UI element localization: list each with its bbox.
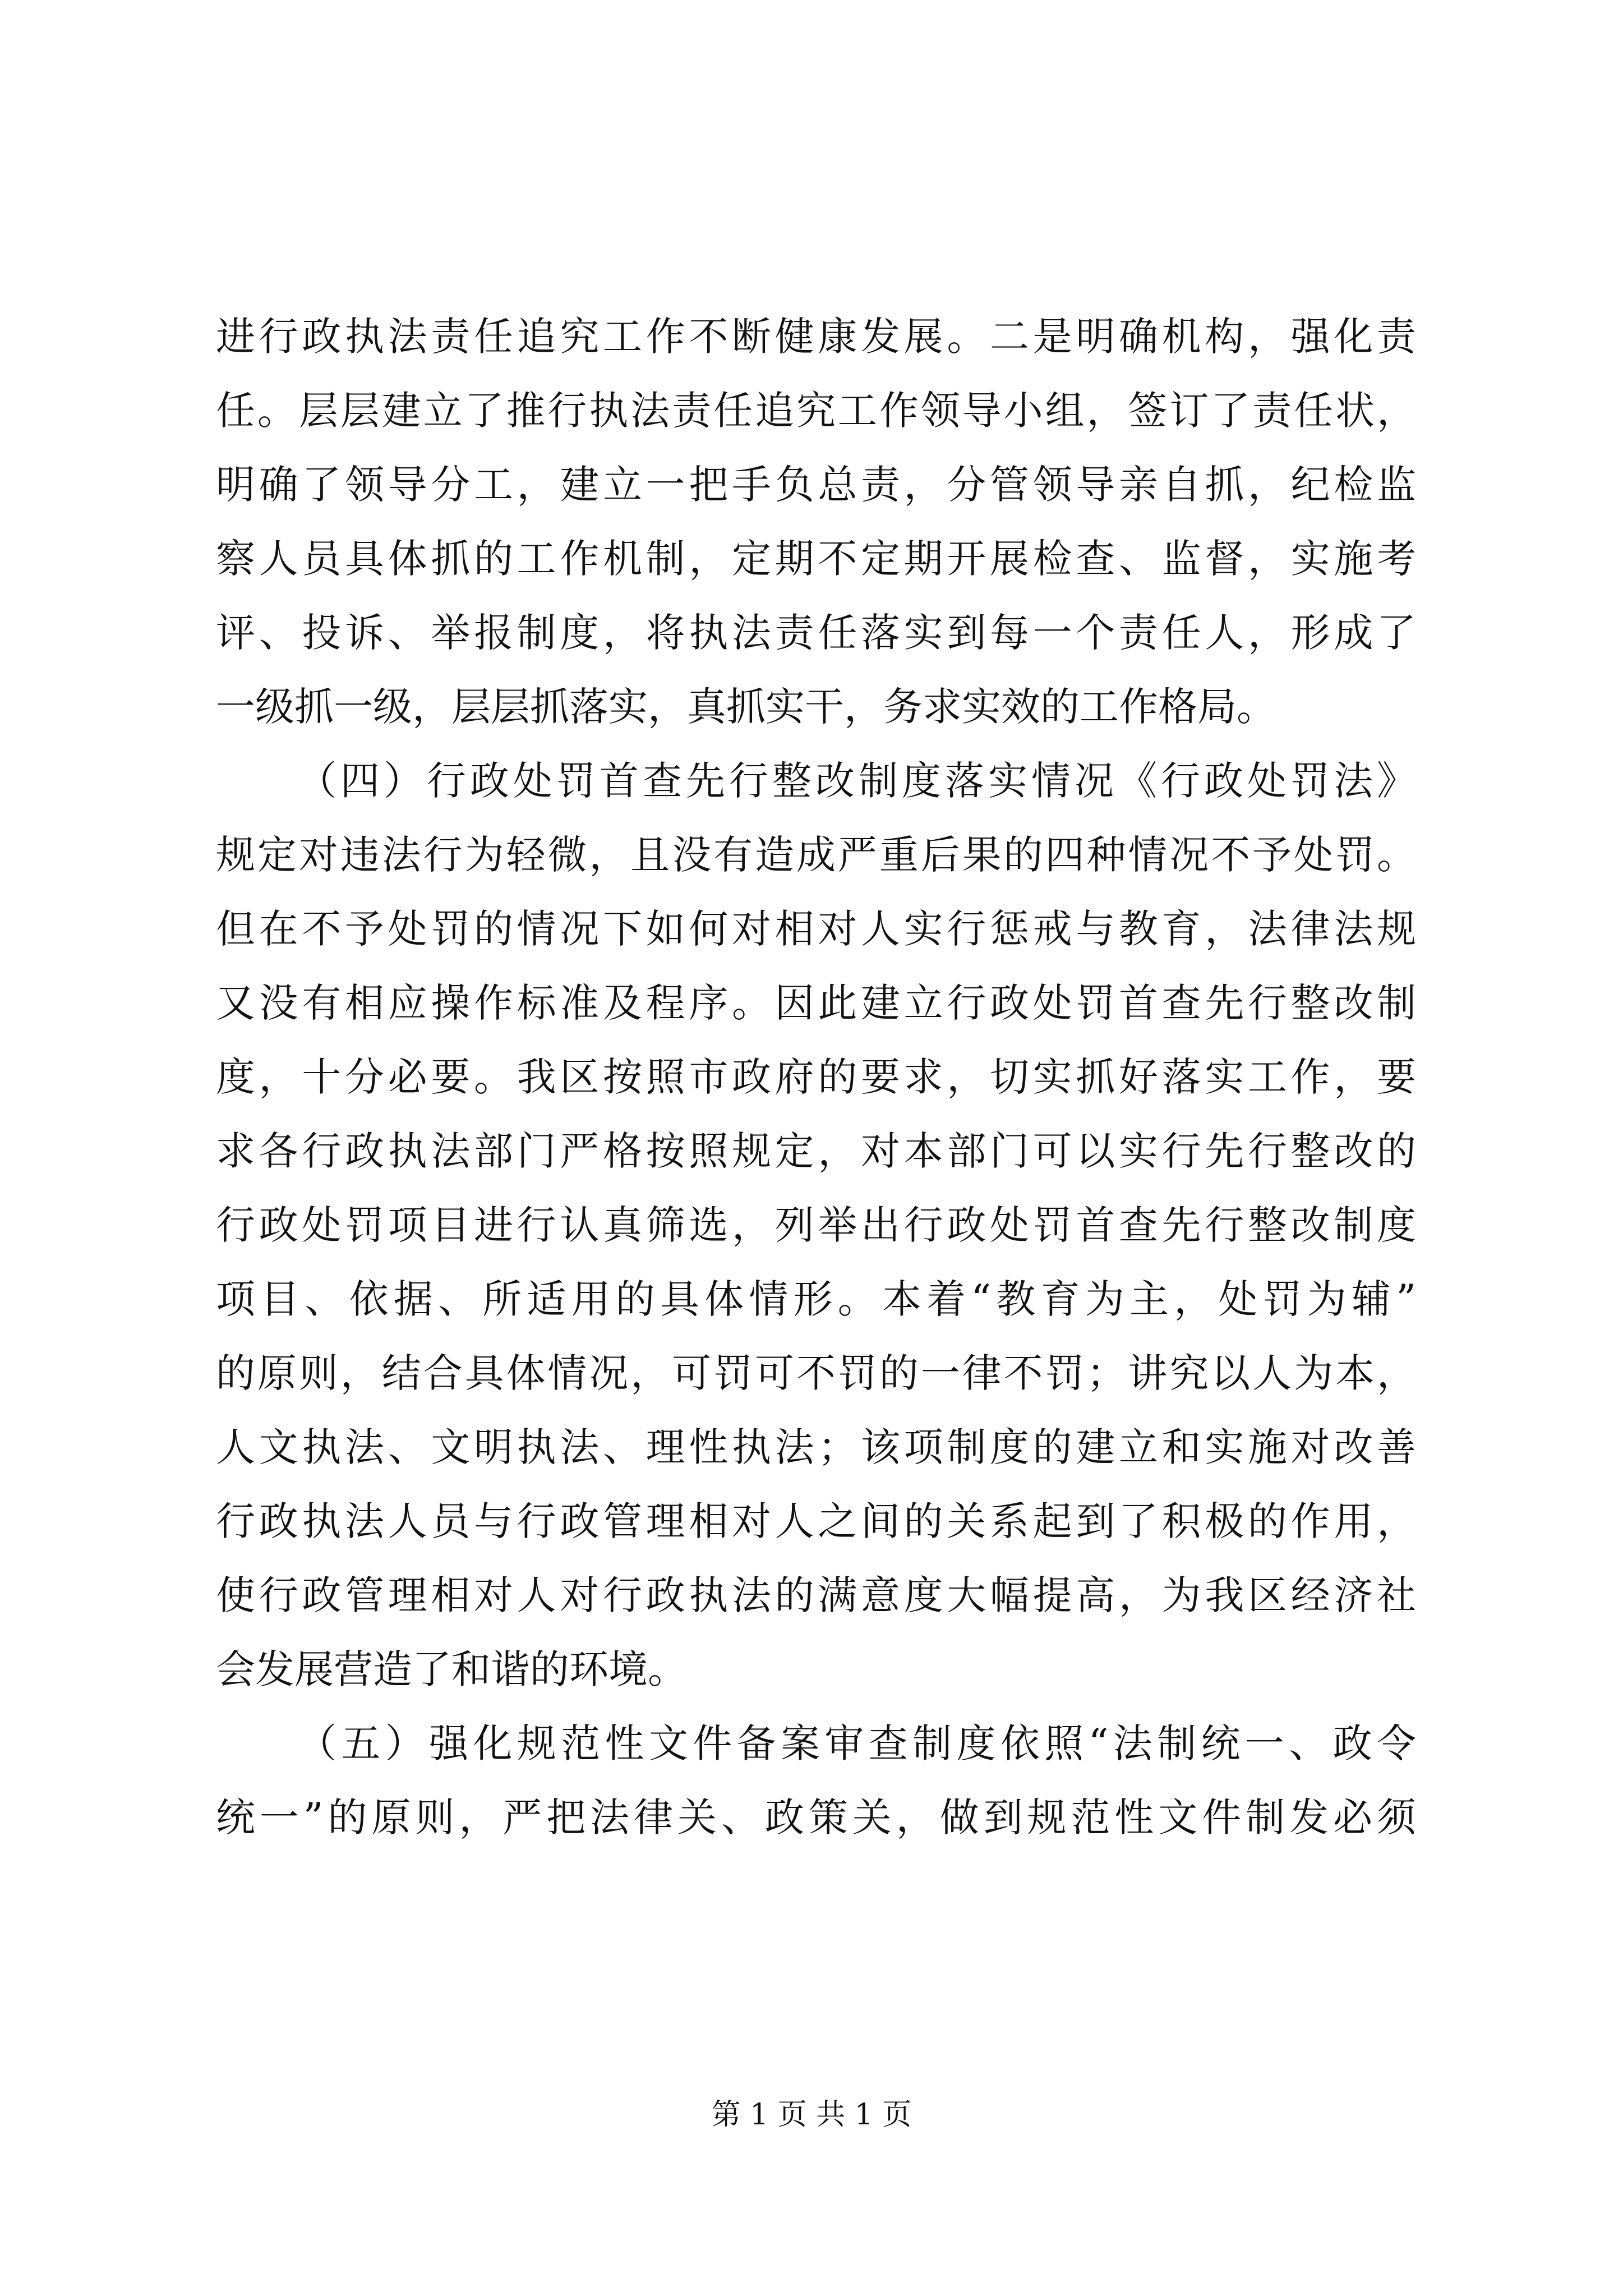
section-heading-5: （五）强化规范性文件备案审查制度依照“法制统一、政令: [297, 1720, 1416, 1766]
text-line-10: 又没有相应操作标准及程序。因此建立行政处罚首查先行整改制: [216, 980, 1416, 1026]
text-line-4: 察人员具体抓的工作机制，定期不定期开展检查、监督，实施考: [216, 536, 1416, 582]
text-line-13: 行政处罚项目进行认真筛选，列举出行政处罚首查先行整改制度: [216, 1202, 1416, 1248]
text-line-8: 规定对违法行为轻微，且没有造成严重后果的四种情况不予处罚。: [216, 832, 1416, 878]
text-line-1: 进行政执法责任追究工作不断健康发展。二是明确机构，强化责: [216, 314, 1416, 360]
text-line-14: 项目、依据、所适用的具体情形。本着“教育为主，处罚为辅”: [216, 1276, 1416, 1322]
text-line-11: 度，十分必要。我区按照市政府的要求，切实抓好落实工作，要: [216, 1054, 1416, 1100]
page-footer: 第 1 页 共 1 页: [711, 2098, 912, 2132]
text-line-6: 一级抓一级，层层抓落实，真抓实干，务求实效的工作格局。: [216, 684, 1276, 730]
text-line-17: 行政执法人员与行政管理相对人之间的关系起到了积极的作用，: [216, 1498, 1416, 1544]
text-line-21: 统一”的原则，严把法律关、政策关，做到规范性文件制发必须: [216, 1795, 1416, 1841]
text-line-12: 求各行政执法部门严格按照规定，对本部门可以实行先行整改的: [216, 1128, 1416, 1174]
text-line-3: 明确了领导分工，建立一把手负总责，分管领导亲自抓，纪检监: [216, 462, 1416, 508]
section-heading-4: （四）行政处罚首查先行整改制度落实情况《行政处罚法》: [297, 758, 1416, 804]
text-line-16: 人文执法、文明执法、理性执法；该项制度的建立和实施对改善: [216, 1424, 1416, 1470]
text-line-19: 会发展营造了和谐的环境。: [216, 1646, 687, 1692]
text-line-15: 的原则，结合具体情况，可罚可不罚的一律不罚；讲究以人为本，: [216, 1350, 1416, 1396]
text-line-18: 使行政管理相对人对行政执法的满意度大幅提高，为我区经济社: [216, 1572, 1416, 1618]
text-line-9: 但在不予处罚的情况下如何对相对人实行惩戒与教育，法律法规: [216, 906, 1416, 952]
text-line-2: 任。层层建立了推行执法责任追究工作领导小组，签订了责任状，: [216, 388, 1416, 434]
text-line-5: 评、投诉、举报制度，将执法责任落实到每一个责任人，形成了: [216, 610, 1416, 656]
